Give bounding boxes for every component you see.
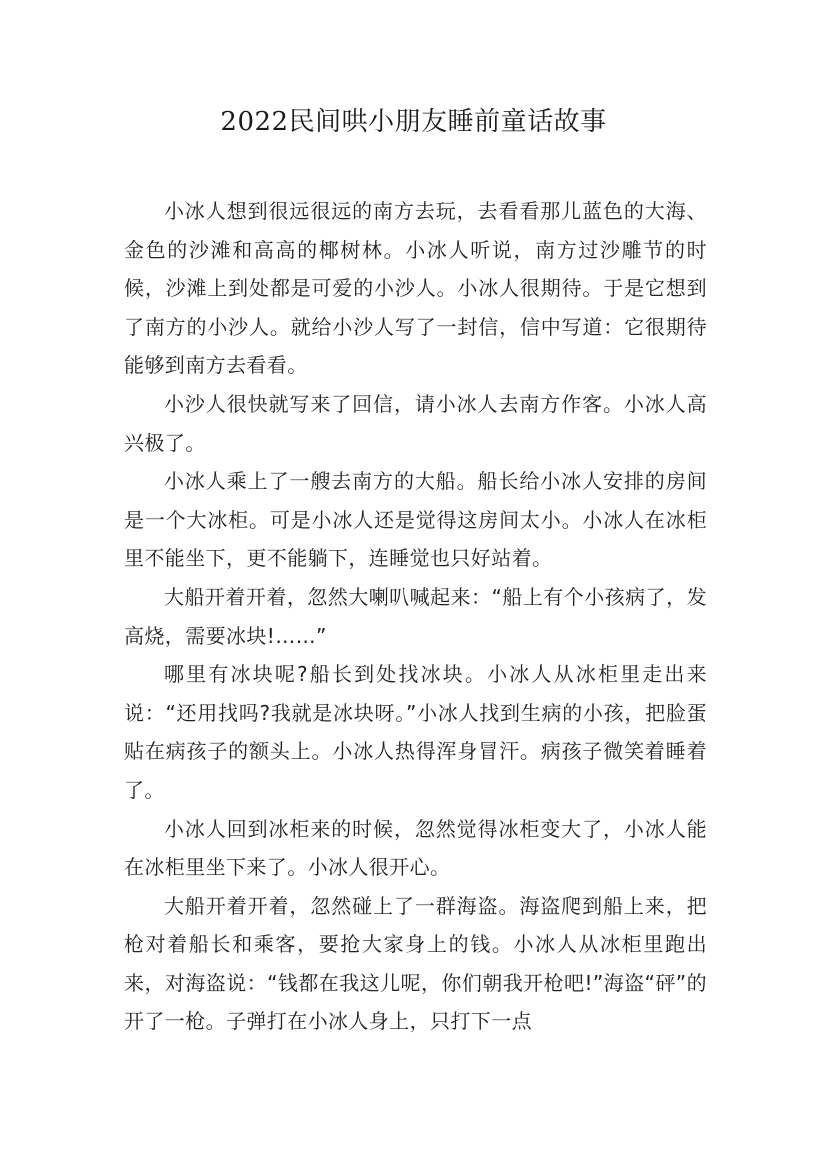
story-paragraph: 小沙人很快就写来了回信，请小冰人去南方作客。小冰人高兴极了。 [124, 391, 707, 455]
story-body [124, 192, 707, 1041]
story-paragraph: 大船开着开着，忽然大喇叭喊起来：“船上有个小孩病了，发高烧，需要冰块!……” [124, 584, 707, 648]
story-paragraph: 大船开着开着，忽然碰上了一群海盗。海盗爬到船上来，把枪对着船长和乘客，要抢大家身上的钱。小冰人从冰柜里跑出来，对海盗说：“钱都在我这儿呢，你们朝我开枪吧!”海盗“砰”的开了一枪。子弹打在小冰人身上，只打下一点 [124, 893, 707, 1034]
story-paragraph: 小冰人回到冰柜来的时候，忽然觉得冰柜变大了，小冰人能在冰柜里坐下来了。小冰人很开心。 [124, 816, 707, 880]
story-paragraph: 哪里有冰块呢?船长到处找冰块。小冰人从冰柜里走出来说：“还用找吗?我就是冰块呀。”小冰人找到生病的小孩，把脸蛋贴在病孩子的额头上。小冰人热得浑身冒汗。病孩子微笑着睡着了。 [124, 662, 707, 802]
document-title: 2022民间哄小朋友睡前童话故事 [220, 107, 607, 137]
story-paragraph: 小冰人乘上了一艘去南方的大船。船长给小冰人安排的房间是一个大冰柜。可是小冰人还是觉得这房间太小。小冰人在冰柜里不能坐下，更不能躺下，连睡觉也只好站着。 [124, 469, 707, 571]
story-paragraph: 小冰人想到很远很远的南方去玩，去看看那儿蓝色的大海、金色的沙滩和高高的椰树林。小冰人听说，南方过沙雕节的时候，沙滩上到处都是可爱的小沙人。小冰人很期待。于是它想到了南方的小沙人。就给小沙人写了一封信，信中写道：它很期待能够到南方去看看。 [124, 199, 707, 378]
